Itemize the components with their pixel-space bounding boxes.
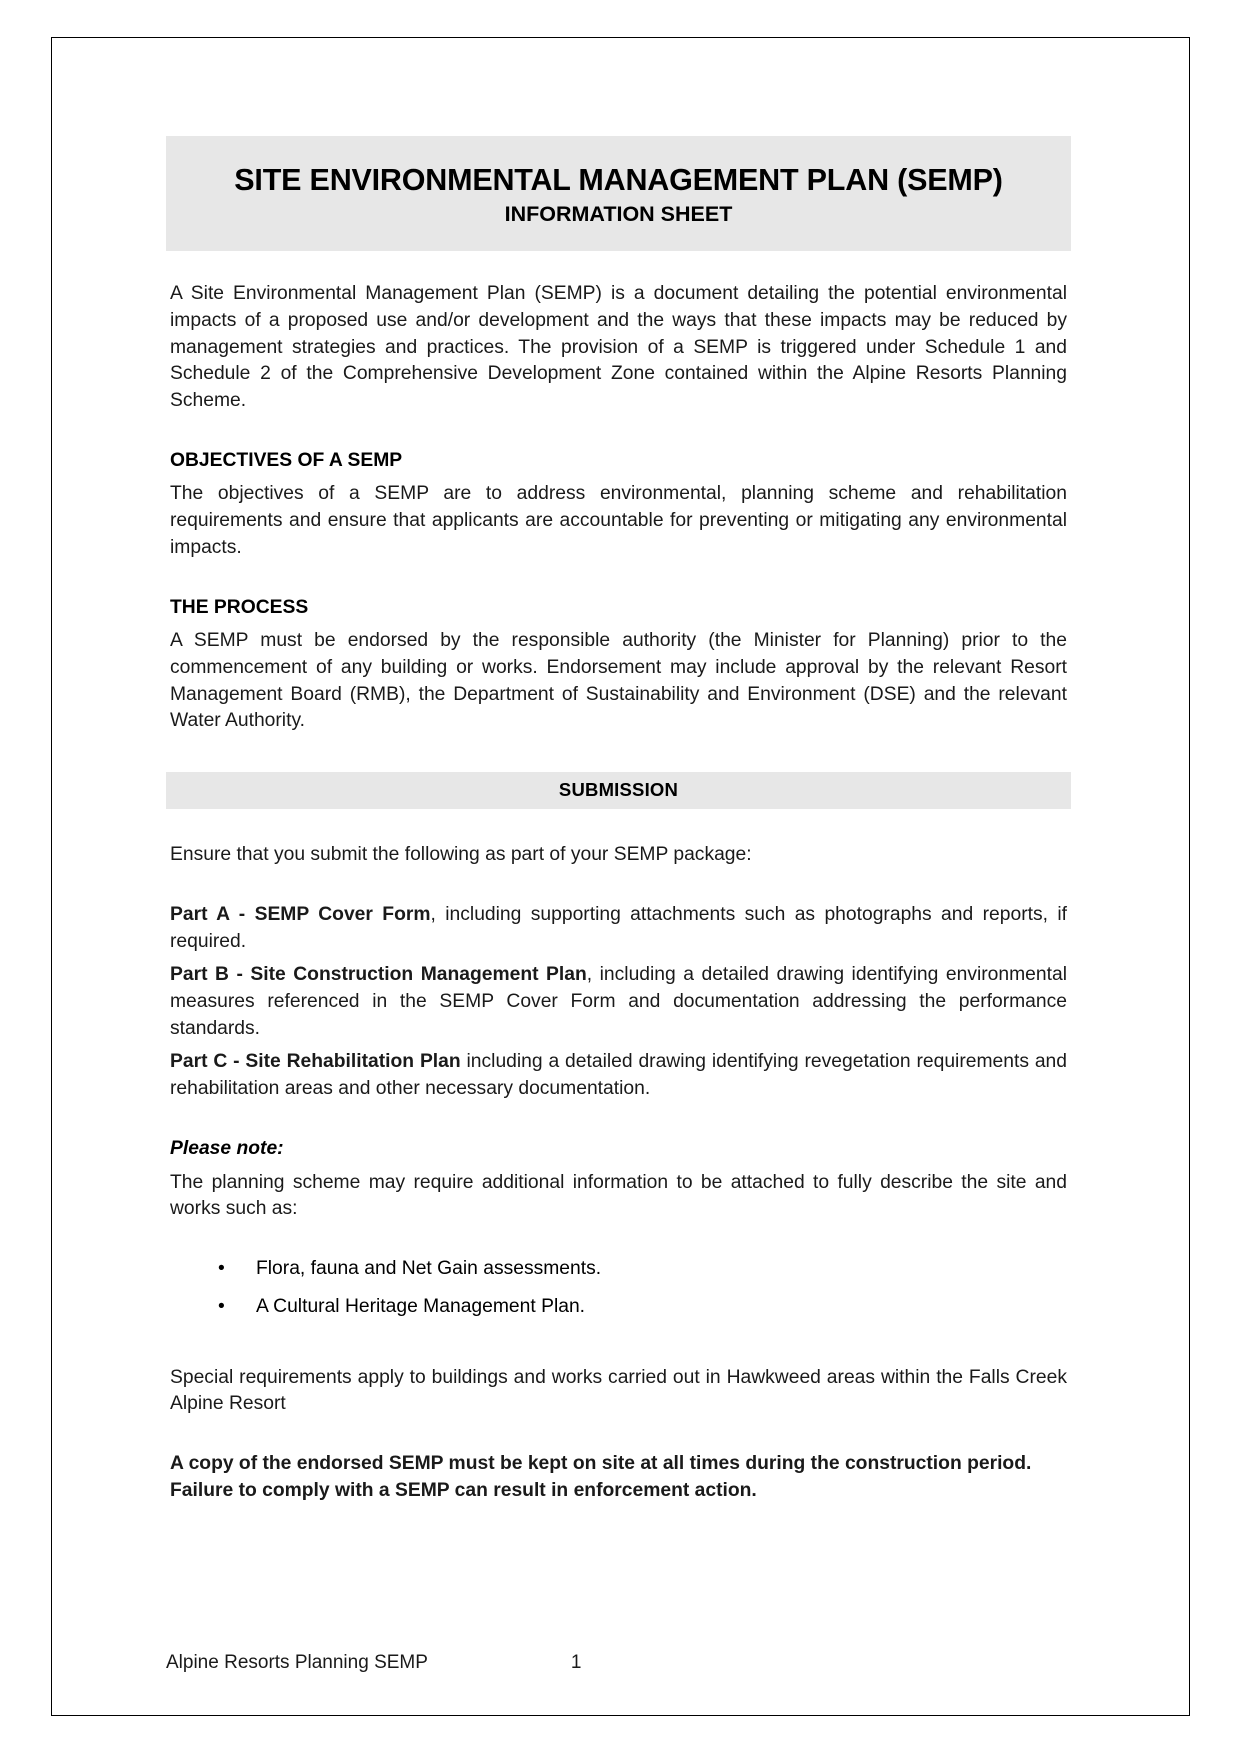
part-a-label: Part A - SEMP Cover Form <box>170 903 431 925</box>
spacer <box>170 621 1067 628</box>
spacer <box>170 562 1067 595</box>
list-item-label: A Cultural Heritage Management Plan. <box>256 1295 586 1317</box>
special-requirements-paragraph: Special requirements apply to buildings and works carried out in Hawkweed areas within the Falls Creek Alpine Resort <box>170 1366 1067 1415</box>
list-item-label: Flora, fauna and Net Gain assessments. <box>256 1258 602 1280</box>
footer-label: Alpine Resorts Planning SEMP <box>166 1652 428 1673</box>
warning-enforcement <box>170 1478 1067 1505</box>
spacer <box>170 809 1067 842</box>
spacer <box>170 415 1067 448</box>
warning-text-2: Failure to comply with a SEMP can result in enforcement action. <box>170 1479 757 1501</box>
part-b-label: Part B - Site Construction Management Plan <box>170 964 587 986</box>
process-heading: THE PROCESS <box>170 596 309 618</box>
note-bullet-list <box>170 1256 1067 1320</box>
document-title-banner <box>166 136 1071 251</box>
document-content-column <box>166 38 1071 1715</box>
spacer <box>170 1163 1067 1170</box>
submission-part-a <box>170 902 1067 955</box>
spacer <box>170 869 1067 902</box>
spacer <box>170 1332 1067 1365</box>
part-a-text: , including supporting attachments such as photographs and reports, if required. <box>170 903 1067 952</box>
bullet-icon: • <box>218 1258 225 1280</box>
process-paragraph: A SEMP must be endorsed by the responsible authority (the Minister for Planning) prior to the commencement of any building or works. Endorsement may include approval by the relevant Resort Management Board (RMB), the Department of Sustainability and Environment (DSE) and the relevant Water Authority. <box>170 630 1067 732</box>
list-item <box>170 1256 1067 1283</box>
spacer <box>170 955 1067 962</box>
objectives-paragraph: The objectives of a SEMP are to address environmental, planning scheme and rehabilitation requirements and ensure that applicants are accountable for preventing or mitigating any environmental impacts. <box>170 483 1067 558</box>
document-body <box>166 281 1071 735</box>
page-title: SITE ENVIRONMENTAL MANAGEMENT PLAN (SEMP) <box>234 163 1003 197</box>
spacer <box>170 1103 1067 1136</box>
warning-text-1: A copy of the endorsed SEMP must be kept on site at all times during the construction period. <box>170 1452 1032 1474</box>
bullet-icon: • <box>218 1295 225 1317</box>
spacer <box>170 1042 1067 1049</box>
submission-banner: SUBMISSION <box>166 772 1071 809</box>
submission-part-c <box>170 1049 1067 1102</box>
list-item <box>170 1294 1067 1321</box>
page-footer <box>166 1652 1071 1674</box>
please-note-paragraph: The planning scheme may require additional information to be attached to fully describe the site and works such as: <box>170 1171 1067 1220</box>
submission-part-b <box>170 962 1067 1042</box>
part-c-label: Part C - Site Rehabilitation Plan <box>170 1051 461 1073</box>
intro-paragraph: A Site Environmental Management Plan (SEMP) is a document detailing the potential environmental impacts of a proposed use and/or development and the ways that these impacts may be reduced by management strategies and practices. The provision of a SEMP is triggered under Schedule 1 and Schedule 2 of the Comprehensive Development Zone contained within the Alpine Resorts Planning Scheme. <box>170 283 1067 411</box>
objectives-heading: OBJECTIVES OF A SEMP <box>170 449 403 471</box>
spacer <box>170 1418 1067 1451</box>
please-note-heading: Please note: <box>170 1137 284 1159</box>
spacer <box>170 1223 1067 1256</box>
footer-page-number: 1 <box>570 1652 582 1673</box>
warning-keep-on-site <box>170 1451 1067 1478</box>
submission-body <box>166 809 1071 1504</box>
submission-lead-in: Ensure that you submit the following as part of your SEMP package: <box>170 844 752 866</box>
part-b-text: , including a detailed drawing identifying environmental measures referenced in the SEMP Cover Form and documentation addressing the performance standards. <box>170 964 1067 1039</box>
document-page <box>51 37 1190 1716</box>
page-subtitle: INFORMATION SHEET <box>504 202 733 227</box>
part-c-text: including a detailed drawing identifying revegetation requirements and rehabilitation areas and other necessary documentation. <box>170 1051 1068 1100</box>
spacer <box>170 474 1067 481</box>
